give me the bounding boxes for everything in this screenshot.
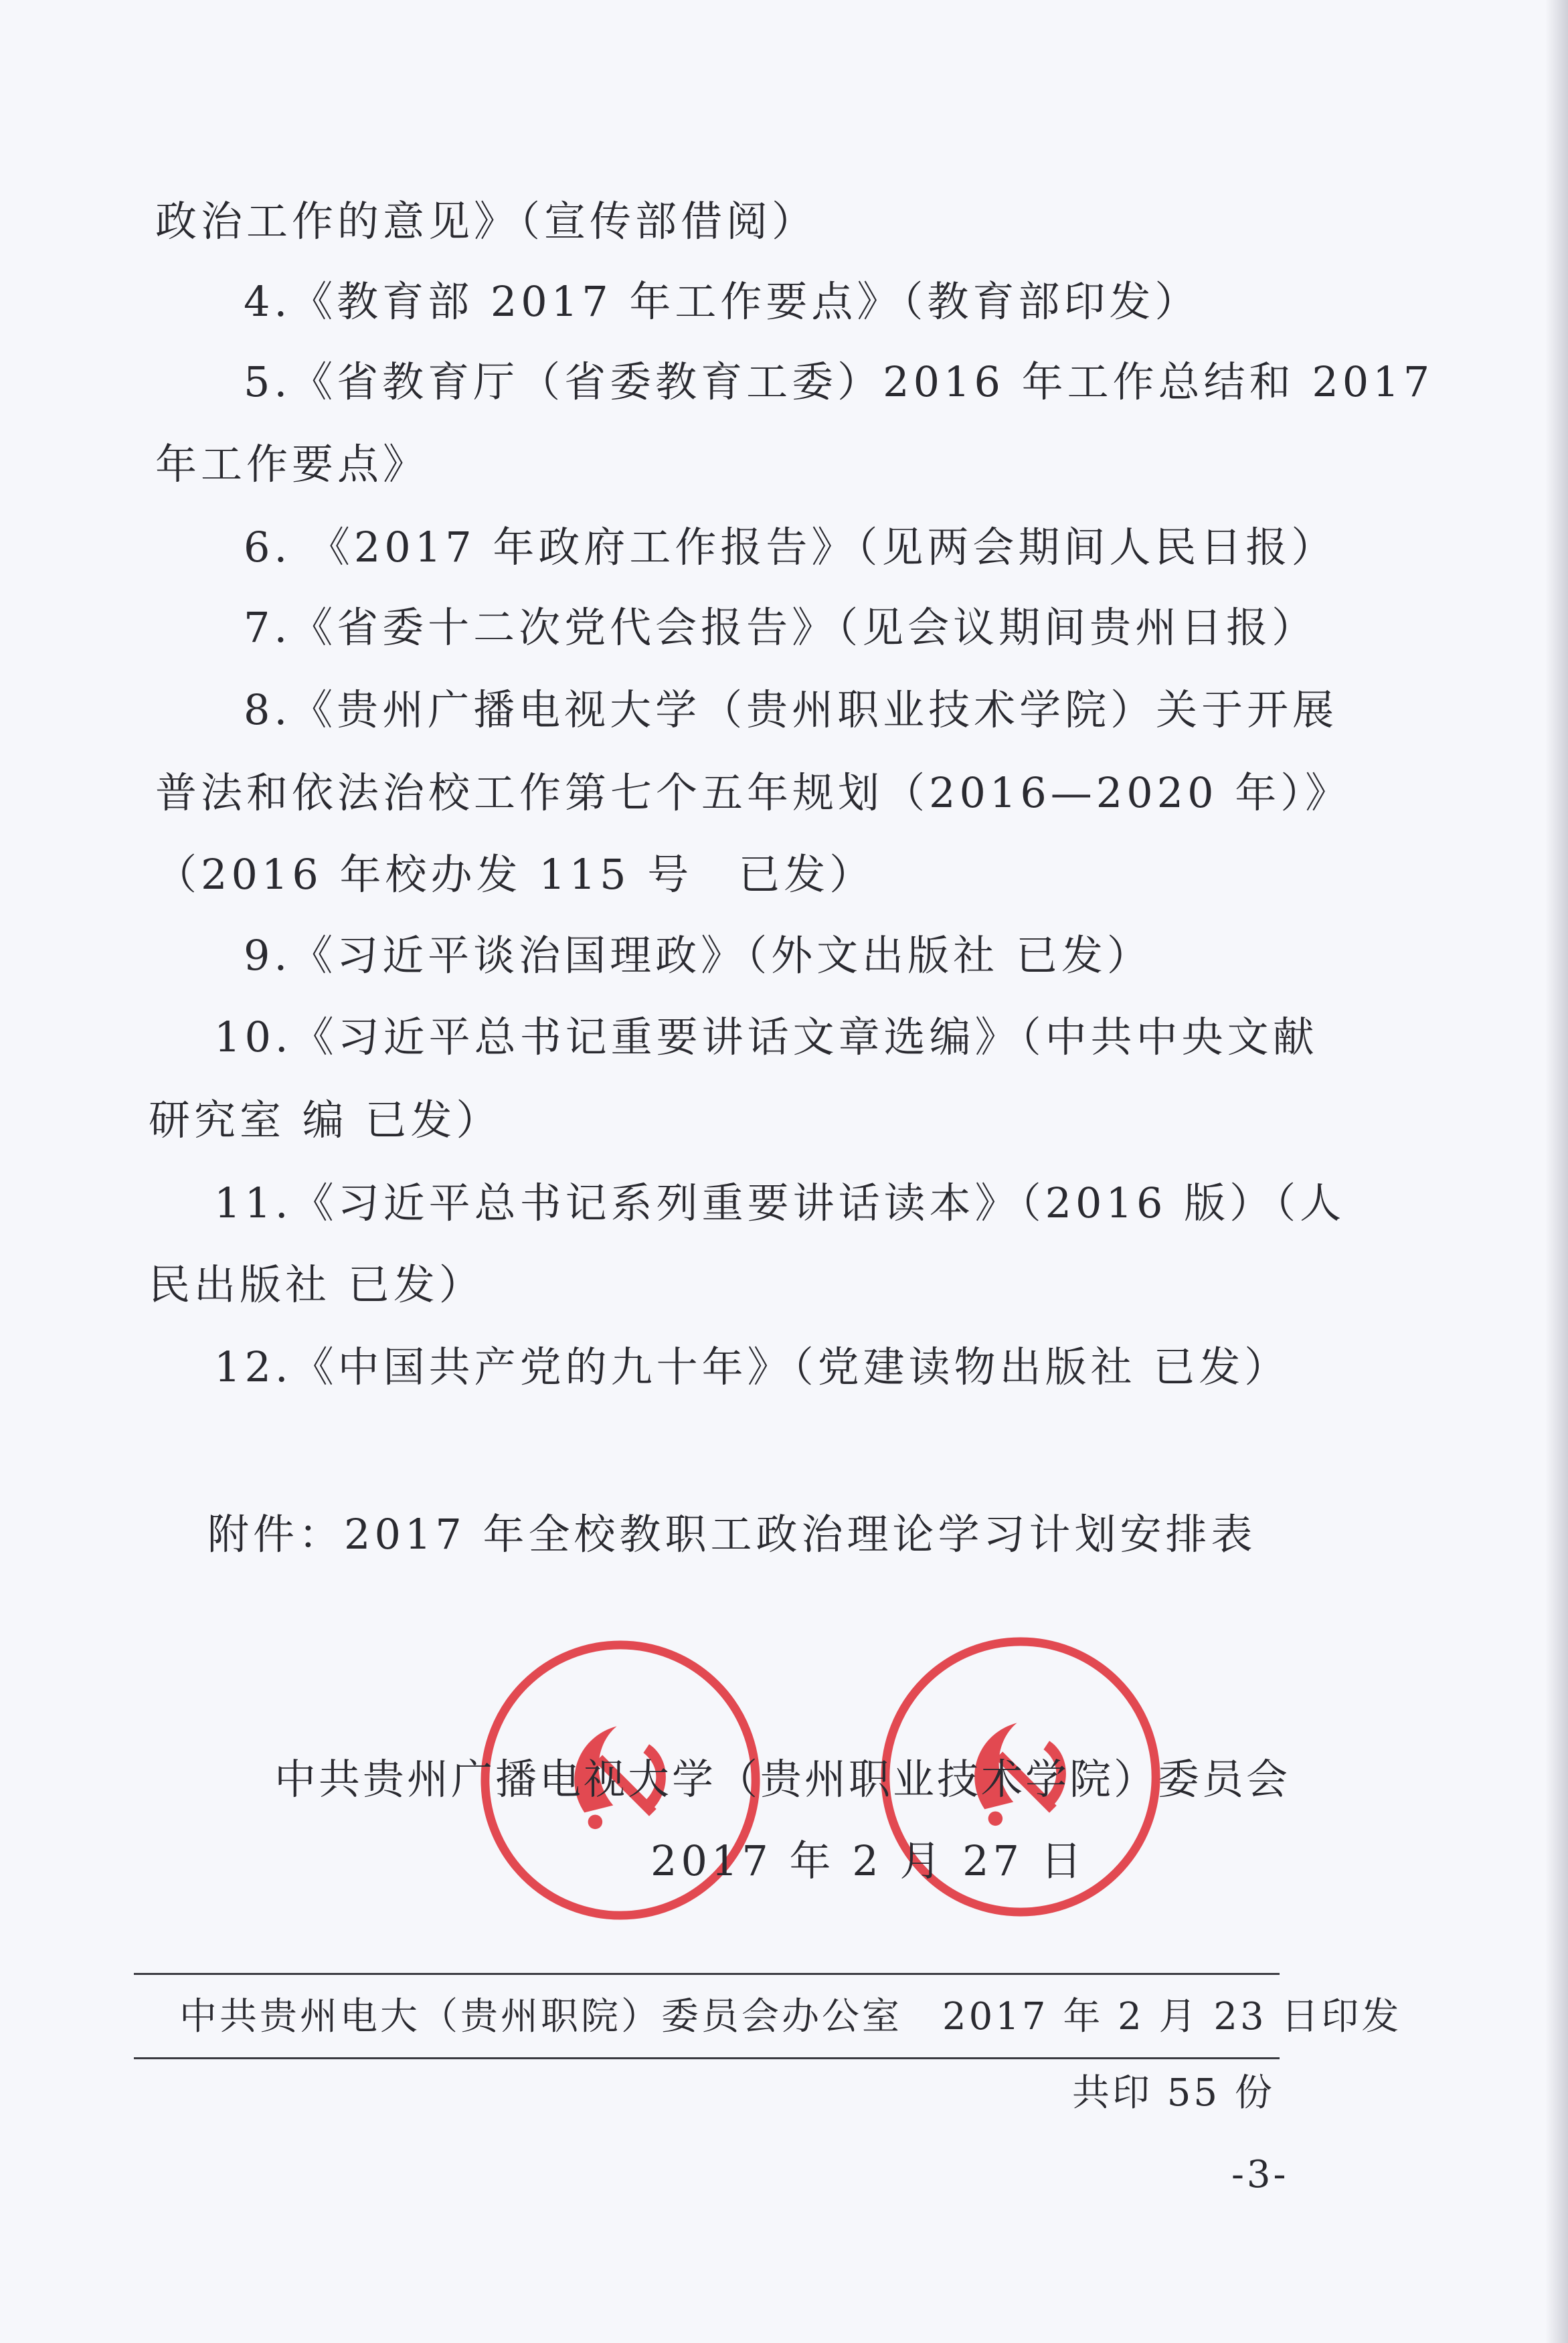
body-line-2: 4.《教育部 2017 年工作要点》（教育部印发） [244,277,1201,326]
body-line-11: 10.《习近平总书记重要讲话文章选编》（中共中央文献 [214,1013,1318,1061]
body-line-14: 民出版社 已发） [149,1260,485,1309]
page-edge-shadow [1545,0,1568,2343]
signature-date: 2017 年 2 月 27 日 [650,1836,1086,1885]
footer-bottom-rule [134,2057,1280,2059]
body-line-9: （2016 年校办发 115 号 已发） [155,850,875,899]
signature-org: 中共贵州广播电视大学（贵州职业技术学院）委员会 [274,1755,1291,1804]
body-line-13: 11.《习近平总书记系列重要讲话读本》（2016 版）（人 [214,1179,1346,1227]
body-line-15: 12.《中国共产党的九十年》（党建读物出版社 已发） [214,1342,1290,1391]
body-line-12: 研究室 编 已发） [149,1096,502,1144]
page-number: -3- [1231,2153,1289,2196]
body-line-6: 7.《省委十二次党代会报告》（见会议期间贵州日报） [244,603,1318,652]
body-line-3: 5.《省教育厅（省委教育工委）2016 年工作总结和 2017 [244,357,1434,406]
body-line-7: 8.《贵州广播电视大学（贵州职业技术学院）关于开展 [244,685,1338,734]
body-line-10: 9.《习近平谈治国理政》（外文出版社 已发） [244,931,1152,980]
footer-copies: 共印 55 份 [1072,2071,1275,2115]
footer-top-rule [134,1973,1280,1975]
attachment-line: 附件：2017 年全校教职工政治理论学习计划安排表 [207,1510,1257,1559]
body-line-1: 政治工作的意见》（宣传部借阅） [155,197,818,246]
body-line-4: 年工作要点》 [155,440,429,489]
footer-issuer-line: 中共贵州电大（贵州职院）委员会办公室 2017 年 2 月 23 日印发 [179,1995,1402,2038]
body-line-8: 普法和依法治校工作第七个五年规划（2016—2020 年）》 [155,768,1351,817]
body-line-5: 6. 《2017 年政府工作报告》（见两会期间人民日报） [244,523,1337,572]
